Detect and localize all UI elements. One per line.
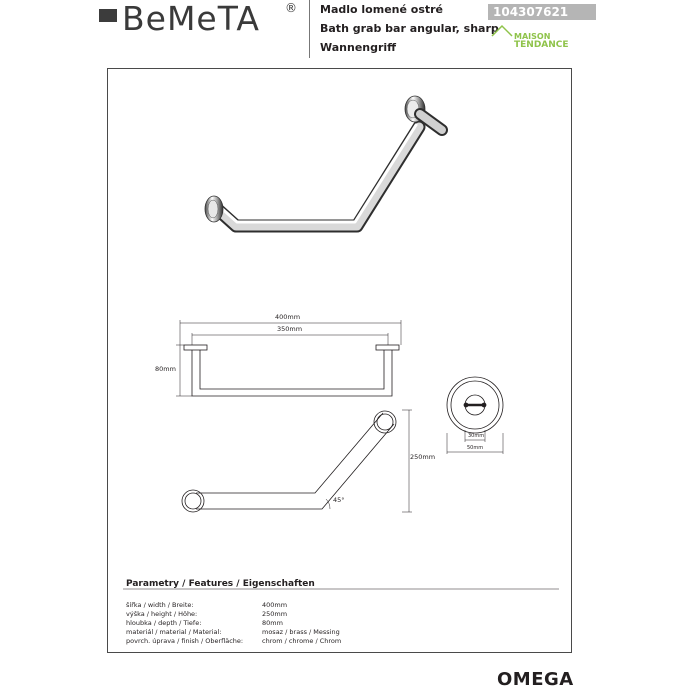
dim-rosette-inner: 30mm: [468, 433, 485, 439]
product-code-badge: 104307621: [488, 4, 596, 20]
watermark-logo: [480, 22, 610, 62]
dim-height: 250mm: [410, 453, 436, 461]
top-view-rosette-right: [376, 345, 399, 350]
watermark-line2: TENDANCE: [514, 40, 569, 50]
spec-value-height: 250mm: [262, 610, 288, 618]
series-name: OMEGA: [497, 669, 574, 690]
header: [0, 0, 700, 62]
top-view-rosette-left: [184, 345, 207, 350]
dim-inner-width: 350mm: [277, 325, 303, 333]
spec-value-finish: chrom / chrome / Chrom: [262, 637, 342, 645]
spec-label-width: šířka / width / Breite:: [126, 601, 194, 609]
brand-logo: BeMeTA: [122, 0, 260, 38]
registered-mark: ®: [285, 1, 297, 15]
dim-angle: 45°: [333, 496, 345, 504]
spec-value-material: mosaz / brass / Messing: [262, 628, 340, 636]
logo-mark: [99, 9, 117, 22]
front-view: [182, 410, 412, 512]
house-roof-icon: [492, 26, 512, 36]
spec-label-material: materiál / material / Material:: [126, 628, 222, 636]
product-title-de: Wannengriff: [320, 41, 397, 54]
header-divider: [309, 0, 310, 58]
dim-total-width: 400mm: [275, 313, 301, 321]
watermark-line1: MAISON: [514, 32, 551, 41]
product-photo: [205, 96, 442, 226]
rosette-view: [447, 377, 503, 454]
technical-drawing: [108, 69, 572, 653]
spec-value-width: 400mm: [262, 601, 288, 609]
dim-rosette-outer: 50mm: [467, 445, 484, 451]
spec-value-depth: 80mm: [262, 619, 283, 627]
spec-label-depth: hloubka / depth / Tiefe:: [126, 619, 202, 627]
product-title-cz: Madlo lomené ostré: [320, 3, 444, 16]
features-title: Parametry / Features / Eigenschaften: [126, 579, 315, 589]
spec-label-height: výška / height / Höhe:: [126, 610, 198, 618]
product-title-en: Bath grab bar angular, sharp: [320, 22, 499, 35]
spec-label-finish: povrch. úprava / finish / Oberfläche:: [126, 637, 244, 645]
dim-depth: 80mm: [155, 365, 176, 373]
